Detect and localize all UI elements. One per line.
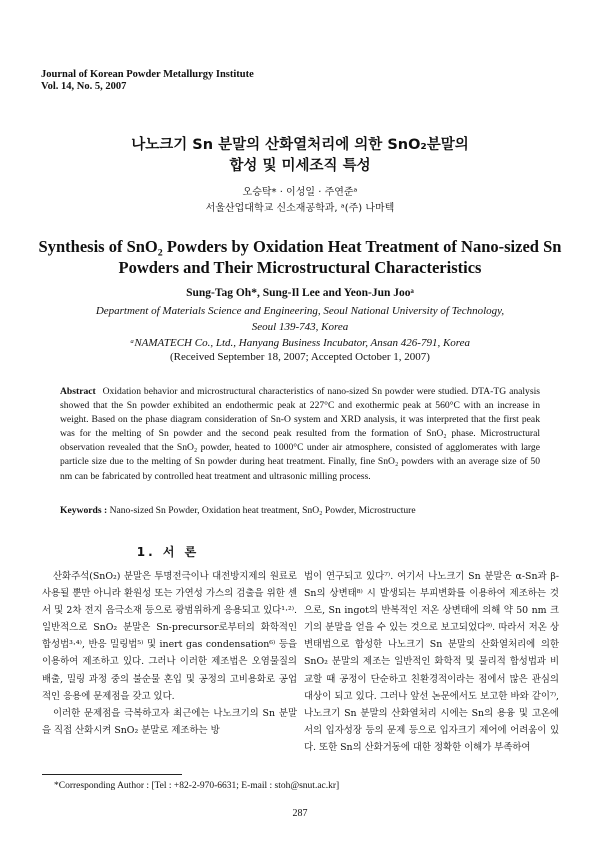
abstract [60, 385, 540, 484]
right-paragraph-1: 법이 연구되고 있다⁷⁾. 여기서 나노크기 Sn 분말은 α-Sn과 β-Sn의 상변태⁸⁾ 시 발생되는 부피변화를 이용하여 제조하는 것으로, Sn ingot의 반복적인 저온 상변태에 의해 약 50 nm 크기의 분말을 얻을 수 있는 것으로 보고되었다⁹⁾. 따라서 저온 상변태법으로 합성한 나노크기 Sn 분말의 산화열처리에 의한 SnO₂ 분말의 제조는 일반적인 화학적 및 물리적 합성법과 비교할 때 공정이 단순하고 친환경적이라는 점에서 많은 관심의 대상이 되고 있다. 그러나 앞선 논문에서도 보고한 바와 같이⁷⁾, 나노크기 Sn 분말의 산화열처리 시에는 Sn의 용융 및 고온에서의 입자성장 등의 문제 등으로 입자크기 제어에 어려움이 있다. 또한 Sn의 산화거동에 대한 정확한 이해가 부족하여 [304, 571, 559, 753]
keywords-label: Keywords : [60, 505, 108, 516]
korean-title-line2: 합성 및 미세조직 특성 [229, 158, 371, 174]
english-authors: Sung-Tag Oh*, Sung-Il Lee and Yeon-Jun Jooᵃ [186, 287, 414, 299]
keywords-text: Nano-sized Sn Powder, Oxidation heat treatment, SnO₂ Powder, Microstructure [109, 505, 416, 516]
section-heading-introduction: 1. 서 론 [136, 545, 200, 559]
affiliation-line1: Department of Materials Science and Engineering, Seoul National University of Technology, [95, 305, 505, 317]
korean-affiliation: 서울산업대학교 신소재공학과, ᵃ(주) 나마텍 [205, 203, 395, 214]
left-paragraph-1: 산화주석(SnO₂) 분말은 투명전극이나 대전방지제의 원료로 사용될 뿐만 아니라 환원성 또는 가연성 가스의 검출을 위한 센서 및 2차 전지 음극소재 등으로 광범위하게 응용되고 있다¹·²⁾. 일반적으로 SnO₂ 분말은 Sn-precursor로부터의 화학적인 합성법³·⁴⁾, 반응 밀링법⁵⁾ 및 inert gas condensation⁶⁾ 등을 이용하여 제조하고 있다. 그러나 이러한 제조법은 오염물질의 배출, 밀링 과정 중의 불순물 혼입 및 공정의 고비용화로 공업적인 응용에 문제점을 갖고 있다. [42, 571, 297, 702]
keywords [60, 505, 540, 516]
affiliation-line2: Seoul 139-743, Korea [251, 321, 349, 333]
english-title-line1: Synthesis of SnO₂ Powders by Oxidation Heat Treatment of Nano-sized Sn [38, 237, 562, 256]
journal-volume: Vol. 14, No. 5, 2007 [41, 81, 127, 92]
corresponding-author-footnote: *Corresponding Author : [Tel : +82-2-970-6631; E-mail : stoh@snut.ac.kr] [54, 781, 340, 791]
received-dates: (Received September 18, 2007; Accepted October 1, 2007) [170, 351, 430, 363]
korean-authors: 오승탁* · 이성일 · 주연준ᵃ [242, 187, 358, 198]
left-column [42, 568, 297, 739]
left-paragraph-2: 이러한 문제점을 극복하고자 최근에는 나노크기의 Sn 분말을 직접 산화시켜 SnO₂ 분말로 제조하는 방 [42, 707, 297, 736]
right-column [304, 568, 559, 756]
affiliation-line3: ᵃNAMATECH Co., Ltd., Hanyang Business Incubator, Ansan 426-791, Korea [129, 337, 471, 349]
footnote-divider [42, 774, 182, 775]
journal-header [41, 69, 254, 93]
abstract-label: Abstract [60, 386, 96, 397]
korean-title-line1: 나노크기 Sn 분말의 산화열처리에 의한 SnO₂분말의 [131, 137, 469, 153]
english-title-line2: Powders and Their Microstructural Characteristics [118, 258, 482, 277]
page-number: 287 [292, 808, 308, 819]
journal-name: Journal of Korean Powder Metallurgy Institute [41, 69, 254, 80]
abstract-text: Oxidation behavior and microstructural characteristics of nano-sized Sn powder were studied. DTA-TG analysis showed that the Sn powder exhibited an endothermic peak at 227°C and exothermic peak at 560°C with an increase in weight. Based on the phase diagram consideration of Sn-O system and XRD analysis, it was interpreted that the first peak was for the melting of Sn powder and the second peak resulted from the formation of SnO₂ phase. Microstructural observation revealed that the SnO₂ powder, heated to 1000°C under air atmosphere, consisted of agglomerates with large particle size due to the melting of Sn powder during heat treatment. Finally, fine SnO₂ powders with an average size of 50 nm can be fabricated by controlled heat treatment and ultrasonic milling process. [60, 386, 540, 482]
